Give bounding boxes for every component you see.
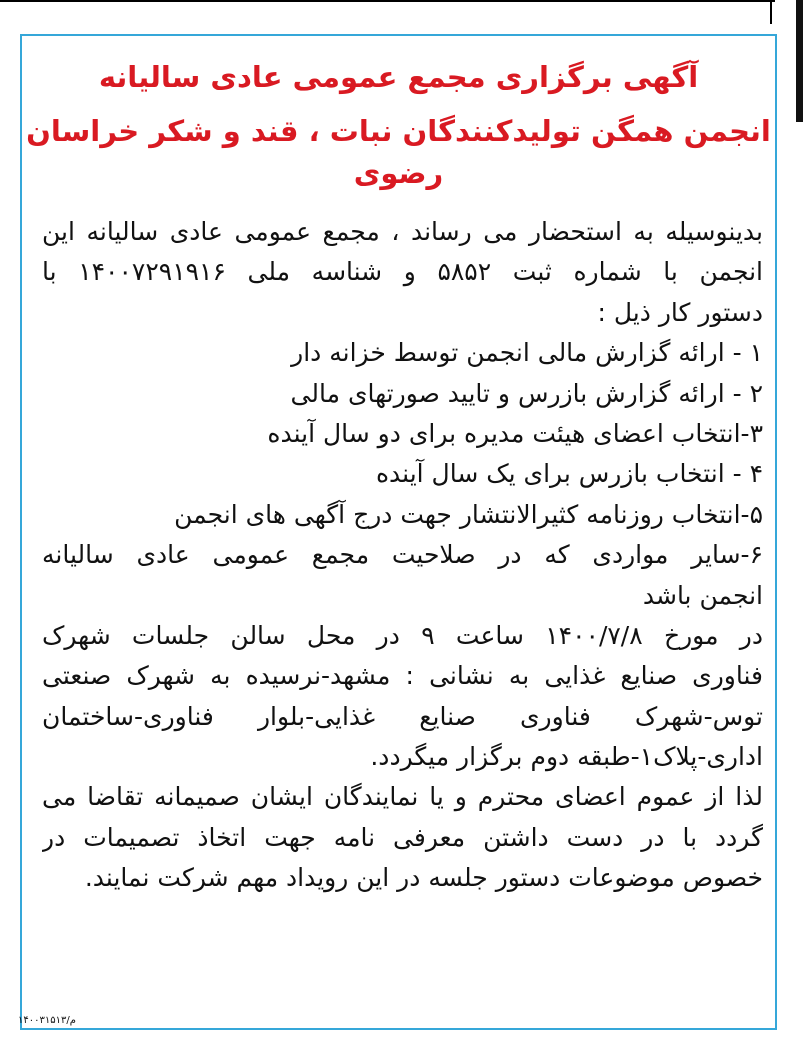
- agenda-item-2: ۲ - ارائه گزارش بازرس و تایید صورتهای مالی: [290, 378, 763, 408]
- address-line: توس-شهرک فناوری صنایع غذایی-بلوار فناوری-ساختمان: [42, 701, 763, 731]
- address-line: فناوری صنایع غذایی به نشانی : مشهد-نرسیده به شهرک صنعتی: [42, 661, 763, 691]
- agenda-item-1: ۱ - ارائه گزارش مالی انجمن توسط خزانه دار: [291, 338, 763, 368]
- body-line: لذا از عموم اعضای محترم و یا نمایندگان ایشان صمیمانه تقاضا می: [42, 782, 763, 812]
- body-line: انجمن باشد: [642, 580, 763, 610]
- agenda-item-5: ۵-انتخاب روزنامه کثیرالانتشار جهت درج آگهی های انجمن: [174, 499, 763, 529]
- ad-code: م/۱۴۰۰۳۱۵۱۳: [18, 1015, 76, 1026]
- body-line: خصوص موضوعات دستور جلسه در این رویداد مهم شرکت نمایند.: [84, 863, 763, 893]
- body-line: گردد با در دست داشتن معرفی نامه جهت اتخاذ تصمیمات در: [42, 822, 763, 852]
- body-line: انجمن با شماره ثبت ۵۸۵۲ و شناسه ملی ۱۴۰۰۷۲۹۱۹۱۶ با: [42, 257, 763, 287]
- agenda-item-4: ۴ - انتخاب بازرس برای یک سال آینده: [375, 459, 763, 489]
- body-line: بدینوسیله به استحضار می رساند ، مجمع عمومی عادی سالیانه این: [42, 217, 763, 246]
- meeting-date-line: در مورخ ۱۴۰۰/۷/۸ ساعت ۹ در محل سالن جلسات شهرک: [42, 620, 763, 650]
- agenda-item-6: ۶-سایر مواردی که در صلاحیت مجمع عمومی عادی سالیانه: [42, 540, 763, 570]
- address-line: اداری-پلاک۱-طبقه دوم برگزار میگردد.: [370, 742, 763, 772]
- right-edge-bar: [796, 0, 803, 122]
- corner-crop-mark: [770, 0, 772, 24]
- notice-frame: [20, 34, 777, 1030]
- body-line: دستور کار ذیل :: [597, 297, 763, 327]
- top-edge-rule: [0, 0, 775, 2]
- notice-subtitle: انجمن همگن تولیدکنندگان نبات ، قند و شکر خراسان رضوی: [26, 114, 771, 190]
- notice-body: [42, 212, 763, 899]
- agenda-item-3: ۳-انتخاب اعضای هیئت مدیره برای دو سال آینده: [267, 418, 763, 448]
- notice-title: آگهی برگزاری مجمع عمومی عادی سالیانه: [98, 60, 699, 94]
